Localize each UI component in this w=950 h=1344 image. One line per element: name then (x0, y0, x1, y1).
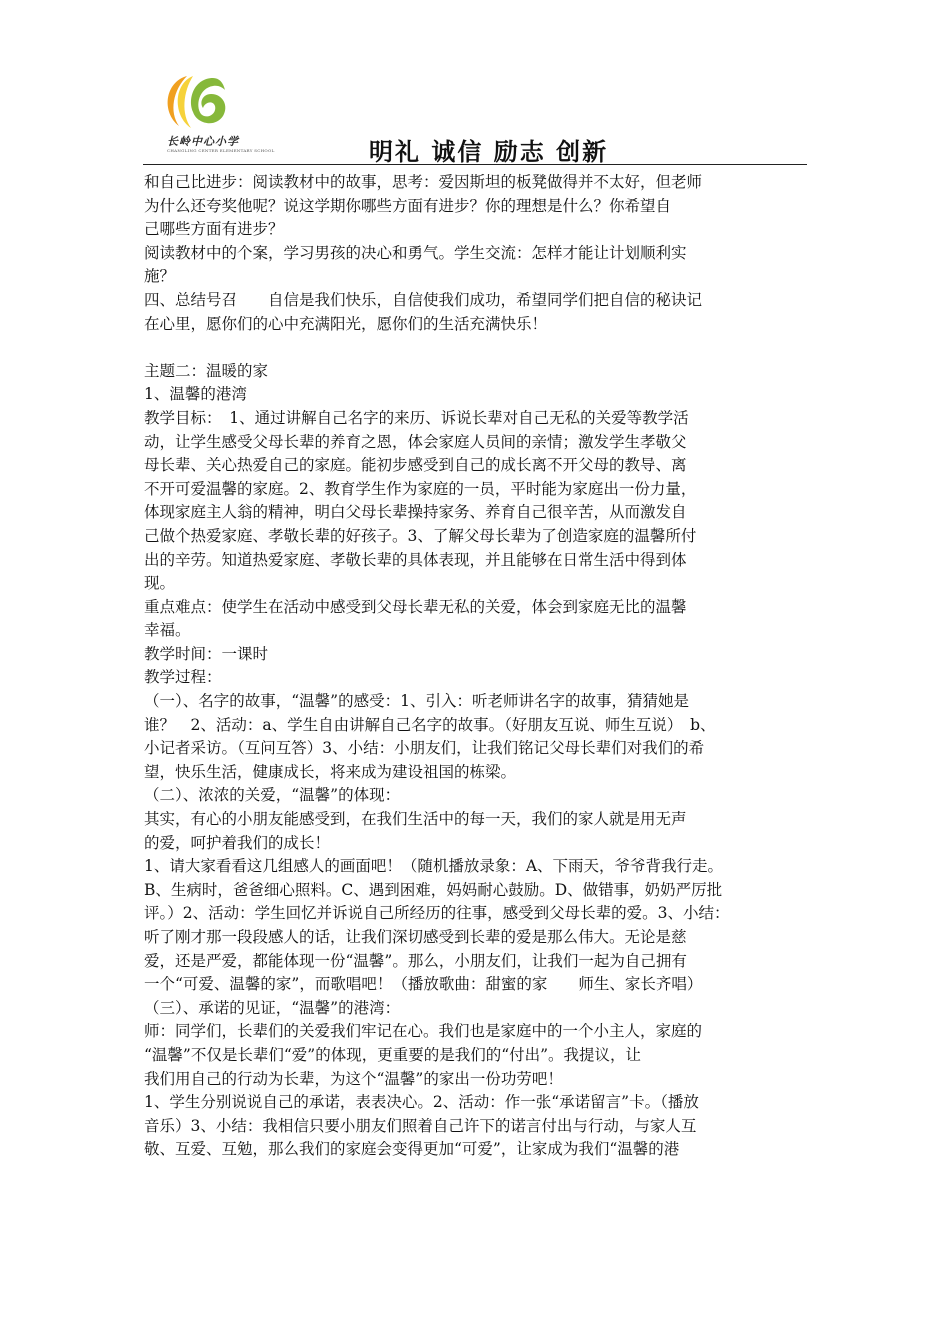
blank-line (144, 336, 820, 360)
text-line: （三）、承诺的见证，“温馨”的港湾： (144, 998, 401, 1017)
text-line: 施？ (144, 267, 176, 286)
lesson-title: 1、温馨的港湾 (144, 385, 247, 404)
text-line: 的爱，呵护着我们的成长！ (144, 833, 331, 852)
text-line: 己做个热爱家庭、孝敬长辈的好孩子。3、了解父母长辈为了创造家庭的温馨所付 (144, 526, 697, 545)
text-line: 体现家庭主人翁的精神，明白父母长辈操持家务、养育自己很辛苦，从而激发自 (144, 503, 687, 522)
school-name: 长岭中心小学 (167, 135, 239, 148)
text-line: 听了刚才那一段段感人的话，让我们深切感受到长辈的爱是那么伟大。无论是慈 (144, 928, 687, 946)
text-line: 评。）2、活动：学生回忆并诉说自己所经历的往事，感受到父母长辈的爱。3、小结： (144, 904, 730, 923)
text-line: 己哪些方面有进步？ (144, 220, 284, 239)
text-line: 重点难点：使学生在活动中感受到父母长辈无私的关爱，体会到家庭无比的温馨 (144, 597, 687, 616)
text-line: 四、总结号召 自信是我们快乐，自信使我们成功，希望同学们把自信的秘诀记 (144, 290, 703, 309)
text-line: 出的辛劳。知道热爱家庭、孝敬长辈的具体表现，并且能够在日常生活中得到体 (144, 550, 687, 569)
text-line: 为什么还夸奖他呢？说这学期你哪些方面有进步？你的理想是什么？你希望自 (144, 196, 672, 215)
text-line: 谁？ 2、活动：a、学生自由讲解自己名字的故事。（好朋友互说、师生互说） b、 (144, 715, 716, 734)
text-line: 不开可爱温馨的家庭。2、教育学生作为家庭的一员，平时能为家庭出一份力量， (144, 479, 697, 498)
text-line: 其实，有心的小朋友能感受到，在我们生活中的每一天，我们的家人就是用无声 (144, 810, 687, 829)
text-line: 教学时间：一课时 (144, 644, 269, 663)
school-name-english: CHANGLING CENTER ELEMENTARY SCHOOL (167, 148, 275, 153)
text-line: 母长辈、关心热爱自己的家庭。能初步感受到自己的成长离不开父母的教导、离 (144, 456, 687, 475)
text-line: 小记者采访。（互问互答）3、小结：小朋友们，让我们铭记父母长辈们对我们的希 (144, 739, 705, 758)
school-logo (143, 68, 275, 160)
text-line: 我们用自己的行动为长辈，为这个“温馨”的家出一份功劳吧！ (144, 1069, 563, 1088)
document-body (144, 171, 820, 1162)
text-line: 1、学生分别说说自己的承诺，表表决心。2、活动：作一张“承诺留言”卡。（播放 (144, 1093, 699, 1112)
text-line: 师：同学们，长辈们的关爱我们牢记在心。我们也是家庭中的一个小主人，家庭的 (144, 1022, 703, 1041)
section-heading: 主题二：温暖的家 (144, 361, 269, 380)
text-line: 望，快乐生活，健康成长，将来成为建设祖国的栋梁。 (144, 762, 517, 781)
text-line: 教学过程： (144, 668, 222, 687)
text-line: 音乐）3、小结：我相信只要小朋友们照着自己许下的诺言付出与行动，与家人互 (144, 1116, 697, 1135)
text-line: （一）、名字的故事，“温馨”的感受：1、引入：听老师讲名字的故事，猜猜她是 (144, 692, 689, 711)
text-line: 阅读教材中的个案，学习男孩的决心和勇气。学生交流：怎样才能让计划顺利实 (144, 243, 687, 262)
text-line: 动，让学生感受父母长辈的养育之恩，体会家庭人员间的亲情；激发学生孝敬父 (144, 432, 687, 451)
page-header (143, 68, 807, 166)
text-line: 教学目标： 1、通过讲解自己名字的来历、诉说长辈对自己无私的关爱等教学活 (144, 408, 689, 427)
text-line: 和自己比进步：阅读教材中的故事，思考：爱因斯坦的板凳做得并不太好，但老师 (144, 173, 703, 191)
text-line: 爱，还是严爱，都能体现一份“温馨”。那么，小朋友们，让我们一起为自己拥有 (144, 951, 687, 970)
school-motto: 明礼 诚信 励志 创新 (369, 137, 609, 166)
text-line: 幸福。 (144, 621, 191, 640)
text-line: 1、请大家看看这几组感人的画面吧！（随机播放录象：A、下雨天，爷爷背我行走。 (144, 857, 724, 876)
text-line: 一个“可爱、温馨的家”，而歌唱吧！（播放歌曲：甜蜜的家 师生、家长齐唱） (144, 975, 703, 994)
text-line: 在心里，愿你们的心中充满阳光，愿你们的生活充满快乐！ (144, 314, 548, 333)
text-line: “温馨”不仅是长辈们“爱”的体现，更重要的是我们的“付出”。我提议，让 (144, 1045, 642, 1064)
text-line: （二）、浓浓的关爱，“温馨”的体现： (144, 786, 401, 805)
text-line: B、生病时，爸爸细心照料。C、遇到困难，妈妈耐心鼓励。D、做错事，奶奶严厉批 (144, 880, 723, 899)
text-line: 敬、互爱、互勉，那么我们的家庭会变得更加“可爱”，让家成为我们“温馨的港 (144, 1140, 680, 1159)
text-line: 现。 (144, 574, 176, 593)
header-divider (143, 164, 807, 165)
